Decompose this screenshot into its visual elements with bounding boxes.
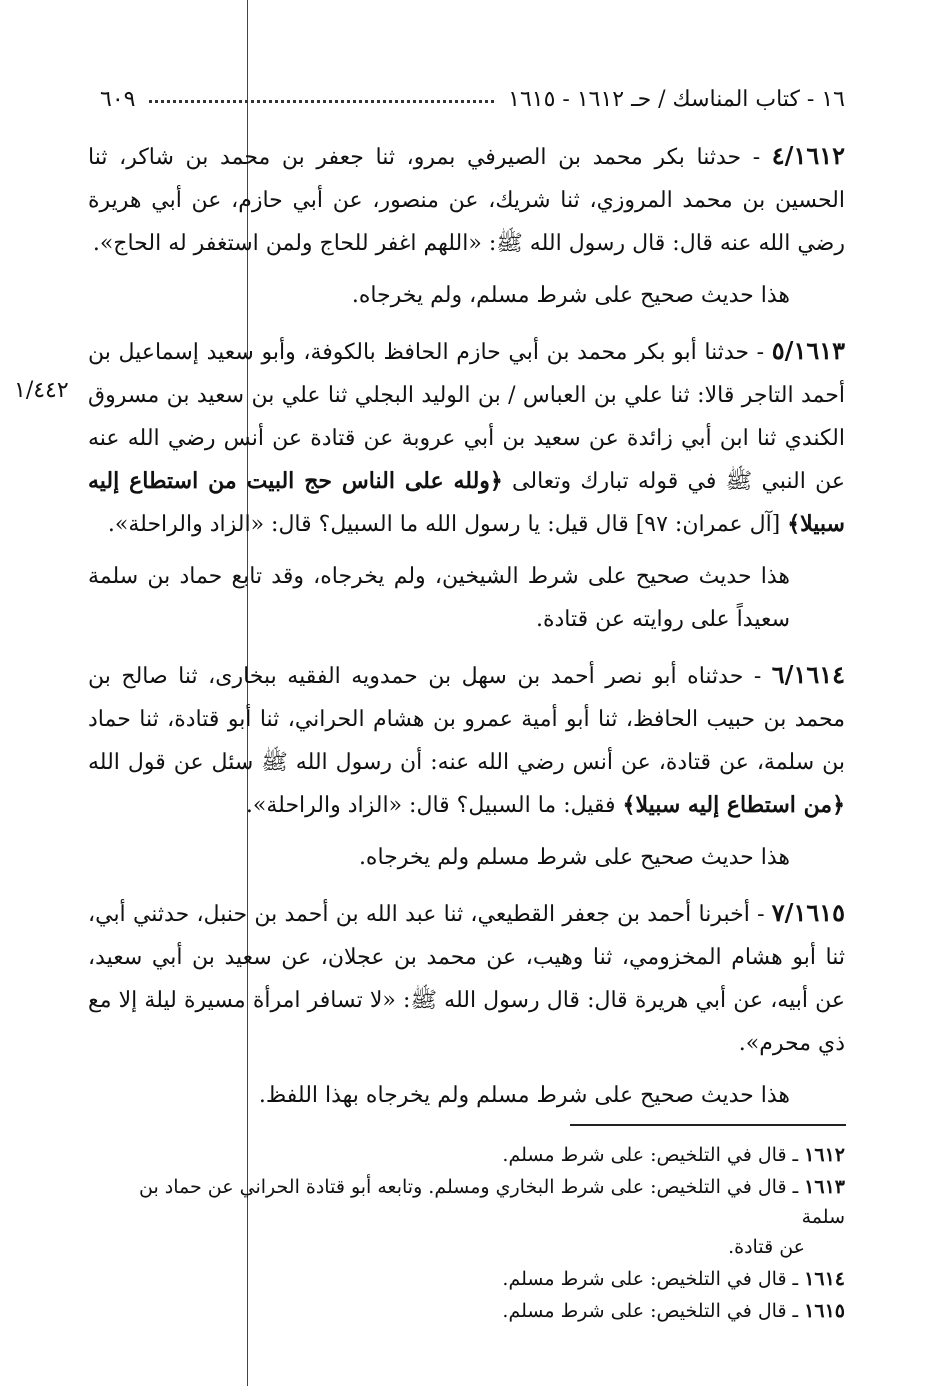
footnote-text: ـ قال في التلخيص: على شرط مسلم. — [502, 1268, 805, 1290]
footnote-item — [90, 1296, 845, 1326]
hadith-text: - حدثنا أبو بكر محمد بن أبي حازم الحافظ بالكوفة، وأبو سعيد إسماعيل بن أحمد التاجر قالا: ثنا علي بن العباس / بن الوليد البجلي ثنا علي بن سعيد بن مسروق الكندي ثنا ابن أبي زائدة عن سعيد بن أبي عروبة عن قتادة عن أنس رضي الله عنه عن النبي ﷺ في قوله تبارك وتعالى — [88, 340, 845, 494]
hadith-1612 — [88, 134, 845, 265]
hadith-text: - حدثناه أبو نصر أحمد بن سهل بن حمدويه الفقيه ببخارى، ثنا صالح بن محمد بن حبيب الحافظ، ثنا أبو أمية عمرو بن هشام الحراني، ثنا أبو قتادة، ثنا حماد بن سلمة، عن قتادة، عن أنس رضي الله عنه: أن رسول الله ﷺ سئل عن قول الله — [88, 664, 845, 775]
hadith-number: ٦/١٦١٤ — [771, 660, 845, 689]
hadith-verdict: هذا حديث صحيح على شرط مسلم ولم يخرجاه بهذا اللفظ. — [258, 1083, 790, 1108]
hadith-text-after: [آل عمران: ٩٧] قال قيل: يا رسول الله ما السبيل؟ قال: «الزاد والراحلة». — [107, 512, 788, 537]
hadith-1614 — [88, 653, 845, 827]
hadith-1613 — [88, 329, 845, 546]
hadith-text: - أخبرنا أحمد بن جعفر القطيعي، ثنا عبد الله بن أحمد بن حنبل، حدثني أبي، ثنا أبو هشام المخزومي، ثنا وهيب، عن محمد بن عجلان، عن سعيد بن أبي سعيد، عن أبيه، عن أبي هريرة قال: قال رسول الله ﷺ: «لا تسافر امرأة مسيرة ليلة إلا مع ذي محرم». — [88, 902, 845, 1056]
footnote-number: ١٦١٢ — [804, 1144, 845, 1166]
footnote-continuation: عن قتادة. — [728, 1236, 805, 1258]
footnote-number: ١٦١٣ — [804, 1176, 845, 1198]
quran-verse: ﴿من استطاع إليه سبيلا﴾ — [622, 792, 845, 818]
header-title: ١٦ - كتاب المناسك / حـ ١٦١٢ - ١٦١٥ — [508, 86, 845, 112]
page-number: ٦٠٩ — [100, 86, 136, 112]
footnote-number: ١٦١٤ — [804, 1268, 845, 1290]
footnotes — [90, 1140, 845, 1328]
footnote-item — [90, 1264, 845, 1294]
hadith-verdict: هذا حديث صحيح على شرط الشيخين، ولم يخرجاه، وقد تابع حماد بن سلمة سعيداً على روايته عن قتادة. — [88, 564, 790, 632]
footnote-separator — [570, 1124, 846, 1126]
footnote-item — [90, 1140, 845, 1170]
footnote-text: ـ قال في التلخيص: على شرط مسلم. — [502, 1300, 805, 1322]
footnote-text: ـ قال في التلخيص: على شرط البخاري ومسلم. وتابعه أبو قتادة الحراني عن حماد بن سلمة — [138, 1176, 845, 1228]
hadith-verdict: هذا حديث صحيح على شرط مسلم، ولم يخرجاه. — [351, 283, 790, 308]
header-dot-leader — [149, 100, 494, 103]
hadith-verdict: هذا حديث صحيح على شرط مسلم ولم يخرجاه. — [358, 845, 790, 870]
hadith-number: ٧/١٦١٥ — [771, 898, 845, 927]
quran-verse: ﴿ولله على الناس حج البيت من استطاع إليه سبيلا﴾ — [88, 468, 845, 537]
hadith-1615 — [88, 891, 845, 1065]
hadith-number: ٤/١٦١٢ — [771, 141, 845, 170]
footnote-text: ـ قال في التلخيص: على شرط مسلم. — [502, 1144, 805, 1166]
running-header — [100, 82, 845, 116]
footnote-item — [90, 1172, 845, 1262]
margin-reference: ١/٤٤٢ — [14, 378, 69, 403]
hadith-number: ٥/١٦١٣ — [771, 336, 845, 365]
main-text — [88, 134, 845, 1129]
footnote-number: ١٦١٥ — [804, 1300, 845, 1322]
hadith-text-after: فقيل: ما السبيل؟ قال: «الزاد والراحلة». — [245, 793, 623, 818]
hadith-text: - حدثنا بكر محمد بن الصيرفي بمرو، ثنا جعفر بن محمد بن شاكر، ثنا الحسين بن محمد المروزي، ثنا شريك، عن منصور، عن أبي حازم، عن أبي هريرة رضي الله عنه قال: قال رسول الله ﷺ: «اللهم اغفر للحاج ولمن استغفر له الحاج». — [88, 145, 845, 256]
